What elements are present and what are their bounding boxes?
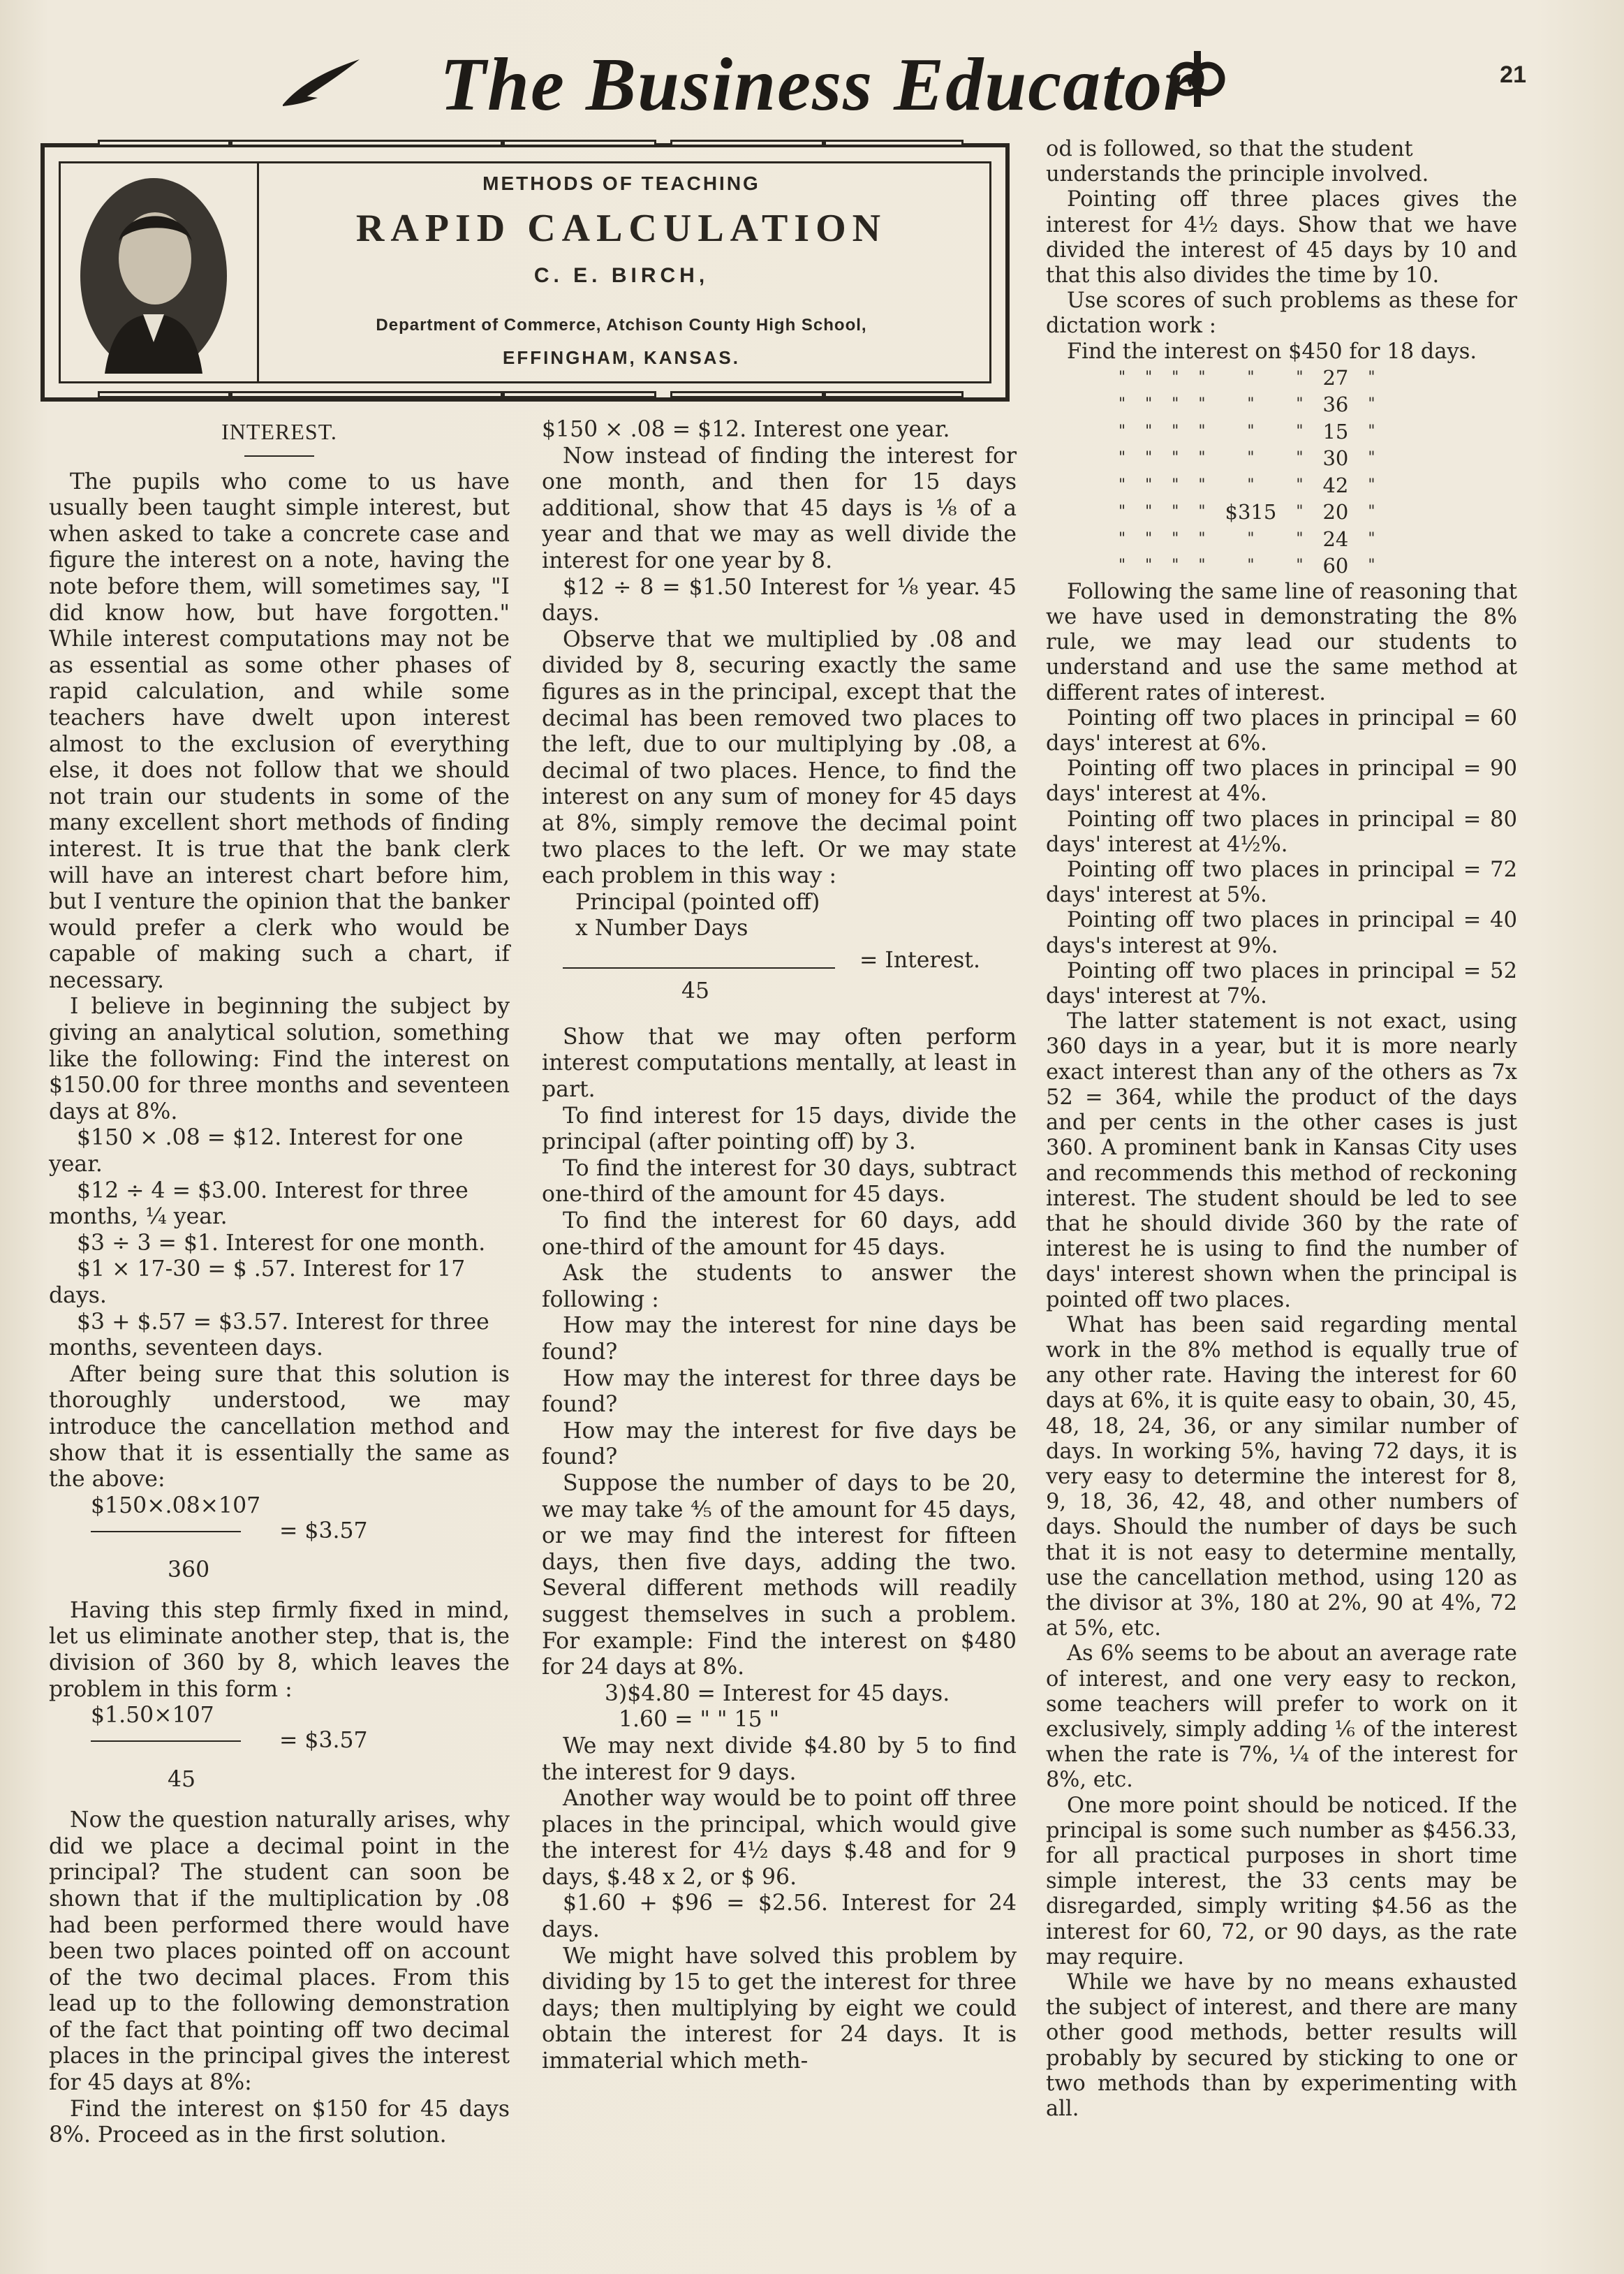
page-number: 21 <box>1500 61 1526 88</box>
ditto-mark: " <box>1119 557 1126 575</box>
equation: $3 + $.57 = $3.57. Interest for three months, seventeen days. <box>49 1309 489 1361</box>
equation: $12 ÷ 4 = $3.00. Interest for three months, ¼ year. <box>49 1178 468 1230</box>
author-name: C. E. BIRCH, <box>533 264 709 287</box>
ditto-mark: " <box>1145 476 1153 494</box>
dictation-row <box>1109 499 1385 526</box>
rate-rule: Pointing off two places in principal = 72 days' interest at 5%. <box>1046 858 1517 908</box>
ditto-mark: " <box>1247 422 1255 440</box>
ditto-mark: " <box>1172 476 1179 494</box>
ditto-mark: " <box>1247 557 1255 575</box>
emblem-icon <box>1166 47 1229 110</box>
rule-fraction: = Interest. 45 <box>542 942 1017 1025</box>
paragraph: Pointing off three places gives the interest for 4½ days. Show that we have divided the interest of 45 days by 10 and that this also divides the time by 10. <box>1046 187 1517 288</box>
dictation-row <box>1109 526 1385 553</box>
ditto-mark: " <box>1368 476 1375 494</box>
ditto-mark: " <box>1198 476 1206 494</box>
ditto-mark: " <box>1296 476 1304 494</box>
author-portrait <box>77 175 230 377</box>
ditto-mark: " <box>1172 557 1179 575</box>
ditto-mark: " <box>1368 557 1375 575</box>
article-title: RAPID CALCULATION <box>355 207 887 250</box>
masthead-title: The Business Educator <box>440 43 1195 126</box>
paragraph: To find the interest for 30 days, subtract one-third of the amount for 45 days. <box>542 1155 1017 1208</box>
ditto-mark: " <box>1198 557 1206 575</box>
section-heading: INTEREST. <box>221 419 337 444</box>
ditto-mark: " <box>1198 449 1206 467</box>
header-divider <box>257 162 259 383</box>
paragraph: We might have solved this problem by dividing by 15 to get the interest for three days; then multiplying by eight we could obtain the interest for 24 days. It is immaterial which meth- <box>542 1943 1017 2074</box>
paragraph: To find interest for 15 days, divide the principal (after pointing off) by 3. <box>542 1103 1017 1155</box>
ditto-mark: " <box>1368 368 1375 386</box>
ditto-mark: " <box>1198 503 1206 521</box>
author-place: EFFINGHAM, KANSAS. <box>503 347 740 368</box>
dictation-row <box>1109 552 1385 580</box>
ditto-mark: " <box>1119 395 1126 413</box>
paragraph: After being sure that this solution is thoroughly understood, we may introduce the cancellation method and show that it is essentially the same as the above: <box>49 1361 510 1492</box>
ditto-mark: " <box>1172 449 1179 467</box>
paragraph: One more point should be noticed. If the principal is some such number as $456.33, for all practical purposes in short time simple interest, the 33 cents may be disregarded, simply writing $4.56 as the interest for 60, 72, or 90 days, as the rate may require. <box>1046 1793 1517 1969</box>
ditto-mark: " <box>1296 422 1304 440</box>
column-2 <box>542 417 1017 2075</box>
paragraph: Now instead of finding the interest for one month, and then for 15 days additional, show that 45 days is ⅛ of a year and that we may as well divide the interest for one year by 8. <box>542 443 1017 573</box>
paragraph: We may next divide $4.80 by 5 to find the interest for 9 days. <box>542 1733 1017 1785</box>
ditto-mark: " <box>1247 476 1255 494</box>
ditto-mark: " <box>1247 395 1255 413</box>
dictation-days: 42 <box>1322 473 1349 497</box>
question: How may the interest for five days be found? <box>542 1418 1017 1470</box>
ditto-mark: " <box>1172 422 1179 440</box>
masthead <box>279 42 1257 126</box>
ditto-mark: " <box>1198 422 1206 440</box>
dictation-row <box>1109 391 1385 418</box>
paragraph: While we have by no means exhausted the subject of interest, and there are many other good methods, better results will probably by secured by sticking to one or two methods than by experimenting with all. <box>1046 1970 1517 2122</box>
ditto-mark: " <box>1368 449 1375 467</box>
rate-rule: Pointing off two places in principal = 52 days' interest at 7%. <box>1046 958 1517 1009</box>
paragraph: Having this step firmly fixed in mind, let us eliminate another step, that is, the division of 360 by 8, which leaves the problem in this form : <box>49 1597 510 1702</box>
question: How may the interest for three days be found? <box>542 1365 1017 1418</box>
ditto-mark: " <box>1296 368 1304 386</box>
ditto-mark: " <box>1145 422 1153 440</box>
fraction-cancellation: $150×.08×107 = $3.57 360 <box>91 1492 368 1583</box>
ditto-mark: " <box>1145 449 1153 467</box>
dictation-days: 60 <box>1322 554 1349 578</box>
ditto-mark: " <box>1296 557 1304 575</box>
ditto-mark: " <box>1368 529 1375 548</box>
ditto-mark: " <box>1145 395 1153 413</box>
ditto-mark: " <box>1198 368 1206 386</box>
paragraph: To find the interest for 60 days, add one-third of the amount for 45 days. <box>542 1208 1017 1260</box>
ditto-mark: " <box>1145 368 1153 386</box>
ditto-mark: " <box>1119 449 1126 467</box>
paragraph: The pupils who come to us have usually been taught simple interest, but when asked to take a concrete case and figure the interest on a note, having the note before them, will sometimes say, "I did know how, but have forgotten." While interest computations may not be as essential as some other phases of rapid calculation, and while some teachers have dwelt upon interest almost to the exclusion of everything else, it does not follow that we should not train our students in some of the many excellent short methods of finding interest. It is true that the bank clerk will have an interest chart before him, but I venture the opinion that the banker would prefer a clerk who would be capable of making such a chart, if necessary. <box>49 469 510 993</box>
ditto-mark: " <box>1145 557 1153 575</box>
ditto-mark: " <box>1296 395 1304 413</box>
dictation-amount: $315 <box>1225 500 1277 525</box>
dictation-days: 27 <box>1322 365 1349 390</box>
dictation-row <box>1109 472 1385 499</box>
ditto-mark: " <box>1119 476 1126 494</box>
ditto-mark: " <box>1119 503 1126 521</box>
dictation-days: 30 <box>1322 446 1349 471</box>
paragraph: Find the interest on $150 for 45 days 8%. Proceed as in the first solution. <box>49 2096 510 2148</box>
ditto-mark: " <box>1145 503 1153 521</box>
ditto-mark: " <box>1368 395 1375 413</box>
ditto-mark: " <box>1172 529 1179 548</box>
ditto-mark: " <box>1145 529 1153 548</box>
dictation-row <box>1109 445 1385 472</box>
paragraph: Suppose the number of days to be 20, we may take ⅘ of the amount for 45 days, or we may find the interest for fifteen days, then five days, adding the two. Several different methods will readily suggest themselves in such a problem. For example: Find the interest on $480 for 24 days at 8%. <box>542 1470 1017 1680</box>
dictation-table <box>1109 365 1385 580</box>
equation: $12 ÷ 8 = $1.50 Interest for ⅛ year. 45 days. <box>542 574 1017 626</box>
paragraph: What has been said regarding mental work in the 8% method is equally true of any other rate. Having the interest for 60 days at 6%, it is quite easy to obain, 30, 45, 48, 18, 24, 36, or any similar number of days. In working 5%, having 72 days, it is very easy to determine the interest for 8, 9, 18, 36, 42, 48, and other numbers of days. Should the number of days be such that it is not easy to determine mentally, use the cancellation method, using 120 as the divisor at 3%, 180 at 2%, 90 at 4%, 72 at 5%, etc. <box>1046 1312 1517 1641</box>
equation: $150 × .08 = $12. Interest one year. <box>542 417 950 442</box>
rate-rule: Pointing off two places in principal = 60 days' interest at 6%. <box>1046 705 1517 756</box>
dictation-days: 20 <box>1322 500 1349 525</box>
dictation-row <box>1109 418 1385 446</box>
division-line: 3)$4.80 = Interest for 45 days. <box>605 1680 950 1706</box>
rate-rule: Pointing off two places in principal = 40 days's interest at 9%. <box>1046 908 1517 958</box>
ditto-mark: " <box>1119 529 1126 548</box>
dictation-days: 24 <box>1322 527 1349 551</box>
rate-rule: Pointing off two places in principal = 90 days' interest at 4%. <box>1046 756 1517 807</box>
dictation-row <box>1109 365 1385 392</box>
paragraph: As 6% seems to be about an average rate of interest, and one very easy to reckon, some teachers will prefer to work on it exclusively, simply adding ⅙ of the interest when the rate is 7%, ¼ of the interest for 8%, etc. <box>1046 1641 1517 1793</box>
paragraph: Now the question naturally arises, why did we place a decimal point in the principal? The student can soon be shown that if the multiplication by .08 had been performed there would have been two places pointed off on account of the two decimal places. From this lead up to the following demonstration of the fact that pointing off two decimal places in the principal gives the interest for 45 days at 8%: <box>49 1807 510 2096</box>
dictation-first: Find the interest on $450 for 18 days. <box>1067 339 1477 364</box>
equation: $1.60 + $96 = $2.56. Interest for 24 days. <box>542 1891 1017 1943</box>
ditto-mark: " <box>1172 503 1179 521</box>
equation: $150 × .08 = $12. Interest for one year. <box>49 1125 464 1178</box>
paragraph: od is followed, so that the student understands the principle involved. <box>1046 137 1429 187</box>
ditto-mark: " <box>1198 529 1206 548</box>
fraction-simplified: $1.50×107 = $3.57 45 <box>91 1703 368 1793</box>
ditto-mark: " <box>1296 529 1304 548</box>
equation: $3 ÷ 3 = $1. Interest for one month. <box>77 1230 486 1256</box>
paragraph: Observe that we multiplied by .08 and divided by 8, securing exactly the same figures as in the principal, except that the decimal has been removed two places to the left, due to our multiplying by .08, a decimal of two places. Hence, to find the interest on any sum of money for 45 days at 8%, simply remove the decimal point two places to the left. Or we may state each problem in this way : <box>542 626 1017 889</box>
dictation-days: 36 <box>1322 393 1349 417</box>
ditto-mark: " <box>1198 395 1206 413</box>
ditto-mark: " <box>1296 449 1304 467</box>
rule-line: Principal (pointed off) <box>575 889 820 915</box>
paragraph: Show that we may often perform interest computations mentally, at least in part. <box>542 1024 1017 1103</box>
ditto-mark: " <box>1119 422 1126 440</box>
paragraph: Use scores of such problems as these for dictation work : <box>1046 288 1517 339</box>
column-1 <box>49 419 510 2149</box>
author-department: Department of Commerce, Atchison County High School, <box>376 316 867 335</box>
ditto-mark: " <box>1247 529 1255 548</box>
column-3 <box>1046 137 1517 2122</box>
paragraph: I believe in beginning the subject by giving an analytical solution, something like the following: Find the interest on $150.00 for three months and seventeen days at 8%. <box>49 994 510 1124</box>
quill-icon <box>279 56 363 112</box>
ditto-mark: " <box>1368 503 1375 521</box>
ditto-mark: " <box>1119 368 1126 386</box>
paragraph: Another way would be to point off three places in the principal, which would give the interest for 4½ days $.48 and for 9 days, $.48 x 2, or $ 96. <box>542 1786 1017 1890</box>
ditto-mark: " <box>1172 368 1179 386</box>
ditto-mark: " <box>1172 395 1179 413</box>
ditto-mark: " <box>1247 368 1255 386</box>
dictation-days: 15 <box>1322 419 1349 443</box>
division-line: 1.60 = " " 15 " <box>619 1707 780 1733</box>
ditto-mark: " <box>1368 422 1375 440</box>
ditto-mark: " <box>1296 503 1304 521</box>
paragraph: Ask the students to answer the following : <box>542 1261 1017 1312</box>
header-methods: METHODS OF TEACHING <box>482 173 760 194</box>
paragraph: The latter statement is not exact, using 360 days in a year, but it is more nearly exact interest than any of the others as 7x 52 = 364, while the product of the days and per cents in the other cases is just 360. A prominent bank in Kansas City uses and recommends this method of reckoning interest. The student should be led to see that he should divide 360 by the rate of interest he is using to find the number of days' interest shown when the principal is pointed off two places. <box>1046 1009 1517 1312</box>
ditto-mark: " <box>1247 449 1255 467</box>
equation: $1 × 17-30 = $ .57. Interest for 17 days. <box>49 1256 466 1308</box>
rate-rule: Pointing off two places in principal = 80 days' interest at 4½%. <box>1046 807 1517 857</box>
question: How may the interest for nine days be found? <box>542 1313 1017 1365</box>
rule-line: x Number Days <box>575 916 748 941</box>
paragraph: Following the same line of reasoning that we have used in demonstrating the 8% rule, we may lead our students to understand and use the same method at different rates of interest. <box>1046 579 1517 705</box>
